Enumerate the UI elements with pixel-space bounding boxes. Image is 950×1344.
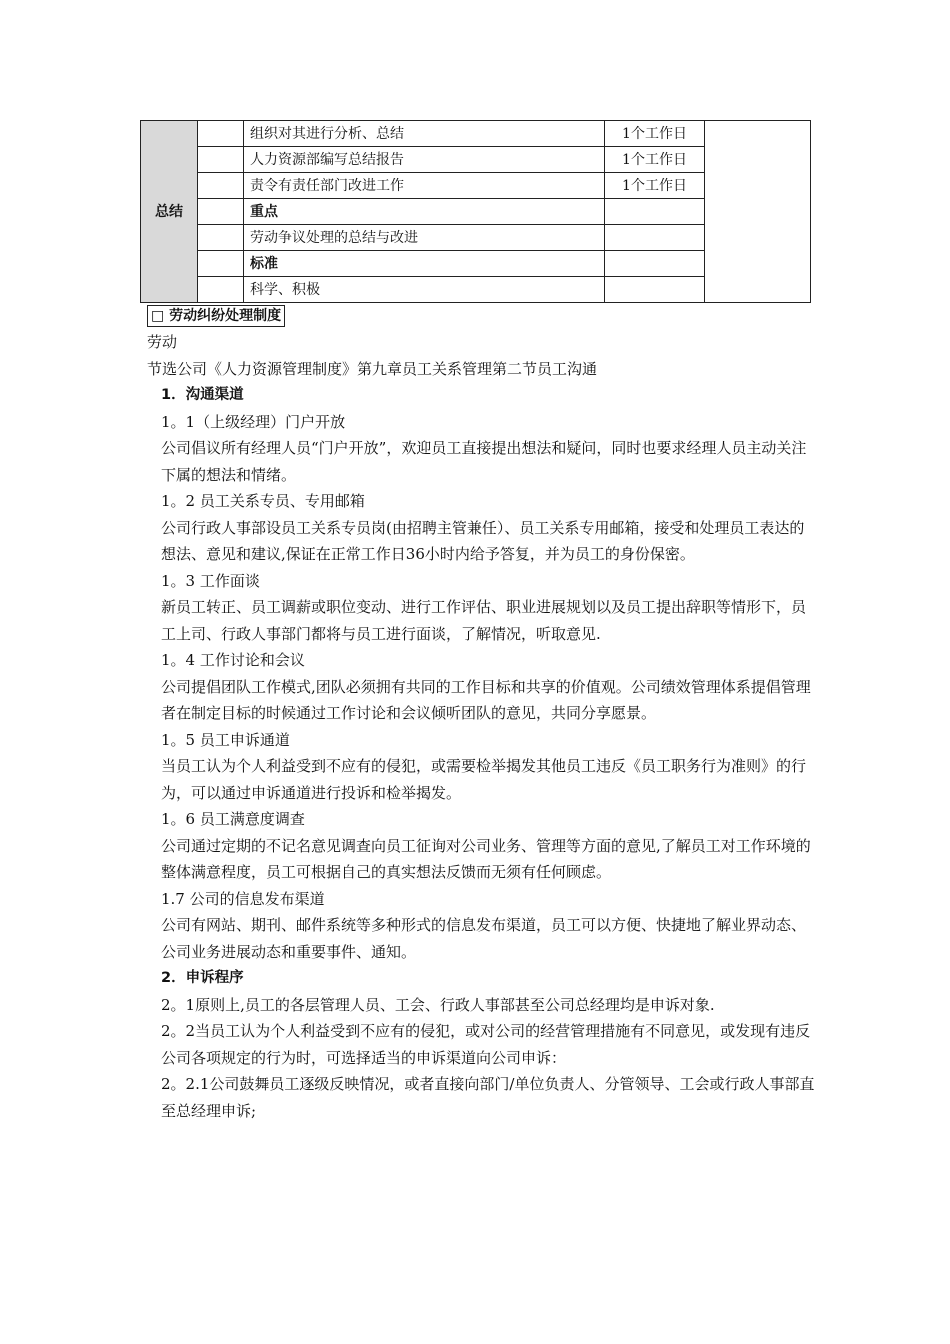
blank-cell — [198, 199, 244, 225]
blank-cell — [198, 121, 244, 147]
paragraph: 2。1原则上,员工的各层管理人员、工会、行政人事部甚至公司总经理均是申诉对象. — [161, 995, 715, 1014]
duration-cell: 1个工作日 — [605, 121, 705, 147]
blank-cell — [198, 173, 244, 199]
subsection-title: 1.7 公司的信息发布渠道 — [161, 889, 325, 908]
subsection-title: 1。4 工作讨论和会议 — [161, 651, 305, 669]
item-cell-bold: 标准 — [244, 251, 605, 277]
subsection-title: 1。6 员工满意度调查 — [161, 810, 305, 828]
doc-subtitle: 劳动 — [147, 333, 178, 351]
paragraph: 2。2.1公司鼓舞员工逐级反映情况，或者直接向部门/单位负责人、分管领导、工会或行政人事部直至总经理申诉; — [161, 1075, 815, 1120]
subsection-title: 1。1（上级经理）门户开放 — [161, 412, 346, 431]
section-1-title: 1．沟通渠道 — [161, 387, 244, 403]
paragraph: 公司倡议所有经理人员“门户开放”，欢迎员工直接提出想法和疑问，同时也要求经理人员主动关注下属的想法和情绪。 — [161, 439, 807, 484]
paragraph: 公司提倡团队工作模式,团队必须拥有共同的工作目标和共享的价值观。公司绩效管理体系提倡管理者在制定目标的时候通过工作讨论和会议倾听团队的意见，共同分享愿景。 — [161, 677, 811, 722]
paragraph: 公司行政人事部设员工关系专员岗(由招聘主管兼任）、员工关系专用邮箱，接受和处理员工表达的想法、意见和建议,保证在正常工作日36小时内给予答复，并为员工的身份保密。 — [161, 518, 805, 563]
blank-cell — [198, 147, 244, 173]
item-cell-bold: 重点 — [244, 199, 605, 225]
subsection-title: 1。2 员工关系专员、专用邮箱 — [161, 492, 365, 510]
paragraph: 当员工认为个人利益受到不应有的侵犯，或需要检举揭发其他员工违反《员工职务行为准则》的行为，可以通过申诉通道进行投诉和检举揭发。 — [161, 757, 807, 802]
duration-cell: 1个工作日 — [605, 147, 705, 173]
blank-cell — [198, 251, 244, 277]
item-cell: 科学、积极 — [244, 277, 605, 303]
duration-cell — [605, 225, 705, 251]
section-heading-text: 劳动纠纷处理制度 — [169, 308, 282, 324]
subsection-title: 1。5 员工申诉通道 — [161, 730, 290, 749]
duration-cell — [605, 199, 705, 225]
item-cell: 责令有责任部门改进工作 — [244, 173, 605, 199]
item-cell: 组织对其进行分析、总结 — [244, 121, 605, 147]
blank-cell — [198, 225, 244, 251]
summary-table — [140, 120, 811, 303]
item-cell: 人力资源部编写总结报告 — [244, 147, 605, 173]
blank-cell — [198, 277, 244, 303]
section-heading: □ 劳动纠纷处理制度 — [147, 305, 285, 327]
category-cell: 总结 — [141, 121, 198, 303]
paragraph: 2。2当员工认为个人利益受到不应有的侵犯，或对公司的经营管理措施有不同意见，或发现有违反公司各项规定的行为时，可选择适当的申诉渠道向公司申诉： — [161, 1022, 811, 1067]
paragraph: 公司通过定期的不记名意见调查向员工征询对公司业务、管理等方面的意见,了解员工对工作环境的整体满意程度，员工可根据自己的真实想法反馈而无须有任何顾虑。 — [161, 836, 811, 881]
paragraph: 公司有网站、期刊、邮件系统等多种形式的信息发布渠道，员工可以方便、快捷地了解业界动态、公司业务进展动态和重要事件、通知。 — [161, 916, 807, 961]
table-row — [141, 121, 811, 147]
duration-cell: 1个工作日 — [605, 173, 705, 199]
doc-source: 节选公司《人力资源管理制度》第九章员工关系管理第二节员工沟通 — [147, 359, 598, 378]
document-body — [147, 302, 817, 1124]
paragraph: 新员工转正、员工调薪或职位变动、进行工作评估、职业进展规划以及员工提出辞职等情形下，员工上司、行政人事部门都将与员工进行面谈，了解情况，听取意见. — [161, 598, 807, 643]
remark-cell — [705, 121, 811, 303]
duration-cell — [605, 251, 705, 277]
duration-cell — [605, 277, 705, 303]
section-2-title: 2．申诉程序 — [161, 970, 244, 986]
item-cell: 劳动争议处理的总结与改进 — [244, 225, 605, 251]
subsection-title: 1。3 工作面谈 — [161, 571, 260, 590]
